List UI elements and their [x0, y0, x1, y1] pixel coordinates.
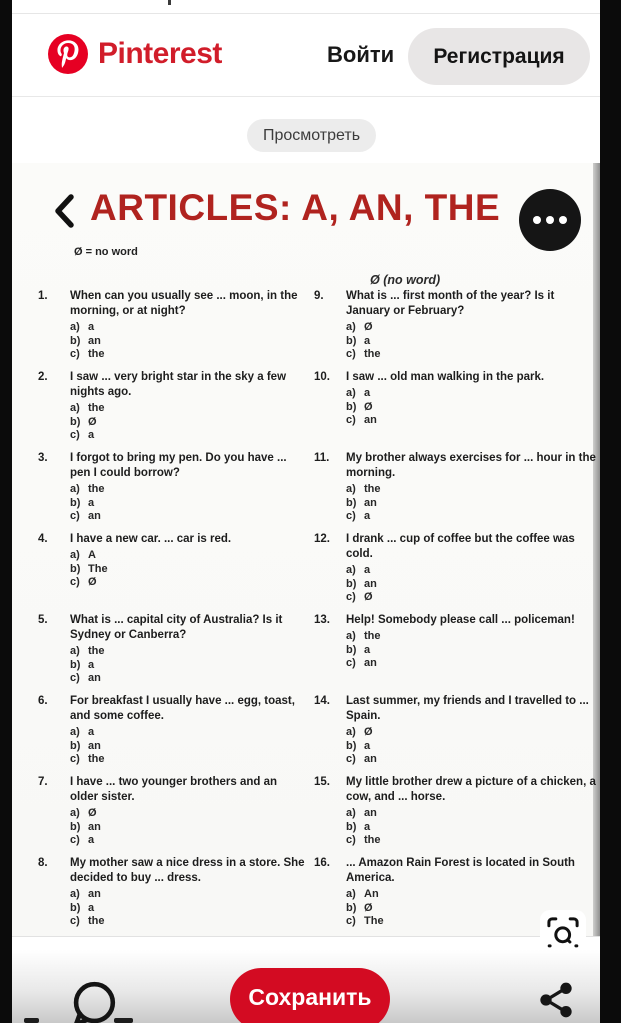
option-letter: b) — [346, 334, 357, 347]
answer-option — [70, 576, 306, 590]
option-value: An — [364, 888, 379, 900]
question-body — [70, 370, 306, 443]
option-value: the — [88, 483, 105, 495]
option-letter: a) — [70, 726, 80, 738]
question-item — [314, 694, 598, 775]
question-text: My mother saw a nice dress in a store. She decided to buy ... dress. — [70, 857, 305, 884]
answer-options — [346, 726, 598, 767]
answer-option — [346, 644, 598, 658]
answer-option — [346, 335, 598, 349]
answer-option — [346, 564, 598, 578]
option-value: a — [88, 496, 95, 509]
answer-option — [346, 807, 598, 821]
question-item — [38, 694, 306, 775]
option-value: Ø — [364, 901, 373, 914]
question-item — [38, 451, 306, 532]
question-number: 12. — [314, 533, 330, 545]
question-number: 9. — [314, 290, 324, 302]
option-letter: b) — [70, 901, 81, 914]
option-value: The — [364, 915, 384, 927]
question-text: I drank ... cup of coffee but the coffee was cold. — [346, 533, 575, 560]
option-letter: b) — [346, 901, 357, 914]
option-value: Ø — [88, 807, 97, 819]
option-letter: b) — [346, 739, 357, 752]
option-value: Ø — [364, 321, 373, 333]
question-number: 11. — [314, 452, 330, 464]
answer-option — [70, 563, 306, 577]
option-letter: c) — [70, 429, 80, 441]
answer-option — [70, 740, 306, 754]
answer-options — [70, 645, 306, 686]
answer-option — [346, 414, 598, 428]
answer-option — [70, 321, 306, 335]
option-value: an — [88, 510, 101, 522]
option-letter: b) — [70, 562, 81, 575]
option-value: a — [88, 834, 95, 846]
answer-options — [70, 549, 306, 590]
question-item — [314, 613, 598, 694]
option-value: a — [88, 658, 95, 671]
answer-option — [346, 578, 598, 592]
option-value: an — [88, 334, 101, 347]
question-item — [314, 532, 598, 613]
answer-options — [346, 387, 598, 428]
left-letterbox — [0, 0, 12, 1023]
question-text: I saw ... old man walking in the park. — [346, 371, 545, 383]
option-value: a — [364, 739, 371, 752]
answer-option — [70, 348, 306, 362]
questions-column-left — [38, 289, 306, 937]
option-value: a — [88, 726, 95, 738]
option-letter: a) — [346, 321, 356, 333]
question-number: 14. — [314, 695, 330, 707]
comment-icon[interactable] — [64, 976, 122, 1023]
question-body — [70, 532, 306, 590]
question-item — [38, 775, 306, 856]
question-body — [70, 694, 306, 767]
signup-button[interactable]: Регистрация — [408, 28, 590, 85]
question-text: My brother always exercises for ... hour in the morning. — [346, 452, 596, 479]
answer-option — [70, 672, 306, 686]
view-button[interactable]: Просмотреть — [247, 119, 376, 152]
option-value: an — [88, 739, 101, 752]
question-text: When can you usually see ... moon, in the morning, or at night? — [70, 290, 298, 317]
answer-option — [346, 630, 598, 644]
option-value: an — [364, 414, 377, 426]
question-body — [346, 613, 598, 671]
back-icon[interactable] — [50, 193, 80, 231]
answer-options — [346, 321, 598, 362]
question-number: 10. — [314, 371, 330, 383]
option-letter: c) — [346, 510, 356, 522]
option-letter: c) — [346, 348, 356, 360]
answer-options — [346, 564, 598, 605]
questions-column-right — [314, 289, 598, 937]
answer-options — [70, 888, 306, 929]
answer-option — [70, 902, 306, 916]
option-value: a — [364, 334, 371, 347]
option-value: Ø — [364, 400, 373, 413]
option-letter: b) — [70, 415, 81, 428]
answer-option — [346, 401, 598, 415]
option-value: Ø — [364, 726, 373, 738]
option-letter: a) — [346, 630, 356, 642]
answer-option — [346, 483, 598, 497]
question-body — [70, 289, 306, 362]
option-value: a — [88, 429, 95, 441]
option-value: an — [88, 888, 101, 900]
option-letter: b) — [346, 820, 357, 833]
answer-option — [70, 510, 306, 524]
option-letter: a) — [346, 807, 356, 819]
answer-option — [70, 483, 306, 497]
question-number: 8. — [38, 857, 48, 869]
question-text: I saw ... very bright star in the sky a few nights ago. — [70, 371, 287, 398]
option-value: an — [364, 577, 377, 590]
option-value: Ø — [88, 576, 97, 588]
option-letter: b) — [346, 400, 357, 413]
answer-options — [70, 807, 306, 848]
login-button[interactable]: Войти — [327, 42, 395, 67]
question-number: 4. — [38, 533, 48, 545]
option-letter: a) — [70, 645, 80, 657]
option-value: an — [364, 657, 377, 669]
question-body — [346, 775, 598, 848]
answer-option — [346, 726, 598, 740]
option-letter: b) — [346, 643, 357, 656]
answer-option — [346, 834, 598, 848]
question-text: I have ... two younger brothers and an older sister. — [70, 776, 278, 803]
question-body — [70, 775, 306, 848]
answer-option — [346, 321, 598, 335]
question-text: For breakfast I usually have ... egg, toast, and some coffee. — [70, 695, 295, 722]
option-value: a — [364, 564, 371, 576]
option-value: the — [364, 348, 381, 360]
question-text: I forgot to bring my pen. Do you have ... pen I could borrow? — [70, 452, 287, 479]
brand-wordmark: Pinterest — [98, 37, 222, 70]
question-body — [70, 613, 306, 686]
option-value: a — [364, 510, 371, 522]
option-letter: b) — [70, 658, 81, 671]
option-value: a — [364, 820, 371, 833]
option-letter: a) — [70, 549, 80, 561]
question-body — [70, 451, 306, 524]
question-number: 15. — [314, 776, 330, 788]
answer-option — [70, 659, 306, 673]
answer-option — [70, 645, 306, 659]
option-letter: c) — [70, 510, 80, 522]
answer-option — [346, 657, 598, 671]
option-value: the — [88, 915, 105, 927]
option-letter: a) — [346, 888, 356, 900]
question-item — [314, 370, 598, 451]
question-number: 13. — [314, 614, 330, 626]
question-text: I have a new car. ... car is red. — [70, 533, 232, 545]
answer-option — [346, 348, 598, 362]
answer-option — [70, 753, 306, 767]
question-text: Help! Somebody please call ... policeman! — [346, 614, 575, 626]
answer-option — [346, 497, 598, 511]
option-letter: b) — [70, 334, 81, 347]
share-icon[interactable] — [536, 980, 576, 1020]
option-letter: c) — [70, 348, 80, 360]
question-text: ... Amazon Rain Forest is located in South America. — [346, 857, 575, 884]
question-number: 3. — [38, 452, 48, 464]
option-letter: a) — [70, 888, 80, 900]
option-value: the — [88, 645, 105, 657]
option-value: The — [88, 562, 108, 575]
option-letter: c) — [346, 657, 356, 669]
save-button-label: Сохранить — [248, 984, 372, 1010]
worksheet-title: ARTICLES: A, AN, THE — [90, 187, 501, 228]
option-value: an — [364, 496, 377, 509]
question-body — [346, 694, 598, 767]
option-letter: b) — [346, 577, 357, 590]
answer-option — [70, 429, 306, 443]
answer-option — [70, 335, 306, 349]
option-letter: a) — [346, 387, 356, 399]
option-value: the — [364, 483, 381, 495]
save-button[interactable] — [230, 968, 390, 1023]
option-letter: a) — [346, 726, 356, 738]
answer-option — [70, 834, 306, 848]
option-letter: c) — [346, 414, 356, 426]
option-letter: c) — [70, 672, 80, 684]
top-tick-mark — [168, 0, 171, 5]
option-value: A — [88, 549, 96, 561]
option-letter: b) — [70, 739, 81, 752]
option-letter: c) — [346, 834, 356, 846]
answer-options — [346, 630, 598, 671]
option-letter: c) — [70, 753, 80, 765]
answer-option — [346, 821, 598, 835]
option-value: Ø — [364, 591, 373, 603]
answer-option — [70, 807, 306, 821]
right-letterbox — [600, 0, 621, 1023]
option-value: an — [88, 672, 101, 684]
question-number: 6. — [38, 695, 48, 707]
bottom-divider — [12, 936, 600, 937]
option-letter: c) — [346, 915, 356, 927]
question-number: 2. — [38, 371, 48, 383]
question-body — [346, 289, 598, 362]
pin-image-worksheet[interactable] — [12, 163, 600, 936]
option-value: the — [364, 630, 381, 642]
question-item — [314, 451, 598, 532]
question-body — [346, 451, 598, 524]
option-value: a — [88, 321, 95, 333]
answer-options — [70, 726, 306, 767]
option-value: the — [364, 834, 381, 846]
cutoff-mark — [114, 1018, 133, 1023]
option-letter: b) — [70, 820, 81, 833]
question-item — [38, 856, 306, 937]
question-number: 16. — [314, 857, 330, 869]
option-value: a — [88, 901, 95, 914]
option-value: the — [88, 753, 105, 765]
answer-option — [346, 510, 598, 524]
option-letter: a) — [346, 564, 356, 576]
option-value: Ø — [88, 415, 97, 428]
question-body — [346, 370, 598, 428]
question-item — [314, 289, 598, 370]
question-text: What is ... capital city of Australia? Is it Sydney or Canberra? — [70, 614, 283, 641]
option-value: a — [364, 387, 371, 399]
answer-option — [346, 387, 598, 401]
answer-option — [70, 416, 306, 430]
answer-options — [346, 483, 598, 524]
option-letter: a) — [346, 483, 356, 495]
answer-option — [70, 726, 306, 740]
question-body — [346, 532, 598, 605]
answer-option — [70, 821, 306, 835]
answer-option — [70, 402, 306, 416]
answer-option — [346, 591, 598, 605]
option-letter: a) — [70, 402, 80, 414]
question-item — [38, 532, 306, 613]
answer-options — [346, 807, 598, 848]
answer-options — [70, 321, 306, 362]
question-number: 1. — [38, 290, 48, 302]
option-letter: b) — [70, 496, 81, 509]
option-value: the — [88, 348, 105, 360]
option-letter: c) — [70, 576, 80, 588]
answer-option — [70, 549, 306, 563]
answer-option — [70, 915, 306, 929]
question-item — [38, 613, 306, 694]
question-number: 7. — [38, 776, 48, 788]
worksheet-legend: Ø = no word — [74, 246, 138, 258]
question-text: My little brother drew a picture of a chicken, a cow, and ... horse. — [346, 776, 596, 803]
bottom-action-bar — [12, 950, 600, 1023]
answer-option — [346, 740, 598, 754]
answer-option — [70, 888, 306, 902]
option-value: a — [364, 643, 371, 656]
option-value: an — [364, 807, 377, 819]
answer-options — [70, 483, 306, 524]
question-body — [70, 856, 306, 929]
question-item — [38, 289, 306, 370]
question-item — [38, 370, 306, 451]
option-letter: c) — [346, 753, 356, 765]
answer-option — [346, 888, 598, 902]
option-letter: c) — [70, 915, 80, 927]
option-letter: a) — [70, 807, 80, 819]
question-text: What is ... first month of the year? Is it January or February? — [346, 290, 555, 317]
more-options-icon[interactable] — [519, 189, 581, 251]
answer-options — [70, 402, 306, 443]
option-letter: a) — [70, 483, 80, 495]
option-value: the — [88, 402, 105, 414]
option-letter: c) — [346, 591, 356, 603]
question-text: Last summer, my friends and I travelled to ... Spain. — [346, 695, 589, 722]
option-letter: a) — [70, 321, 80, 333]
pinterest-logo-icon[interactable] — [48, 34, 88, 74]
option-letter: b) — [346, 496, 357, 509]
option-value: an — [88, 820, 101, 833]
question-number: 5. — [38, 614, 48, 626]
worksheet-column-note: Ø (no word) — [370, 273, 441, 287]
cutoff-mark — [24, 1018, 39, 1023]
answer-option — [346, 753, 598, 767]
question-item — [314, 775, 598, 856]
answer-option — [70, 497, 306, 511]
app-header — [12, 14, 600, 97]
option-letter: c) — [70, 834, 80, 846]
option-value: an — [364, 753, 377, 765]
